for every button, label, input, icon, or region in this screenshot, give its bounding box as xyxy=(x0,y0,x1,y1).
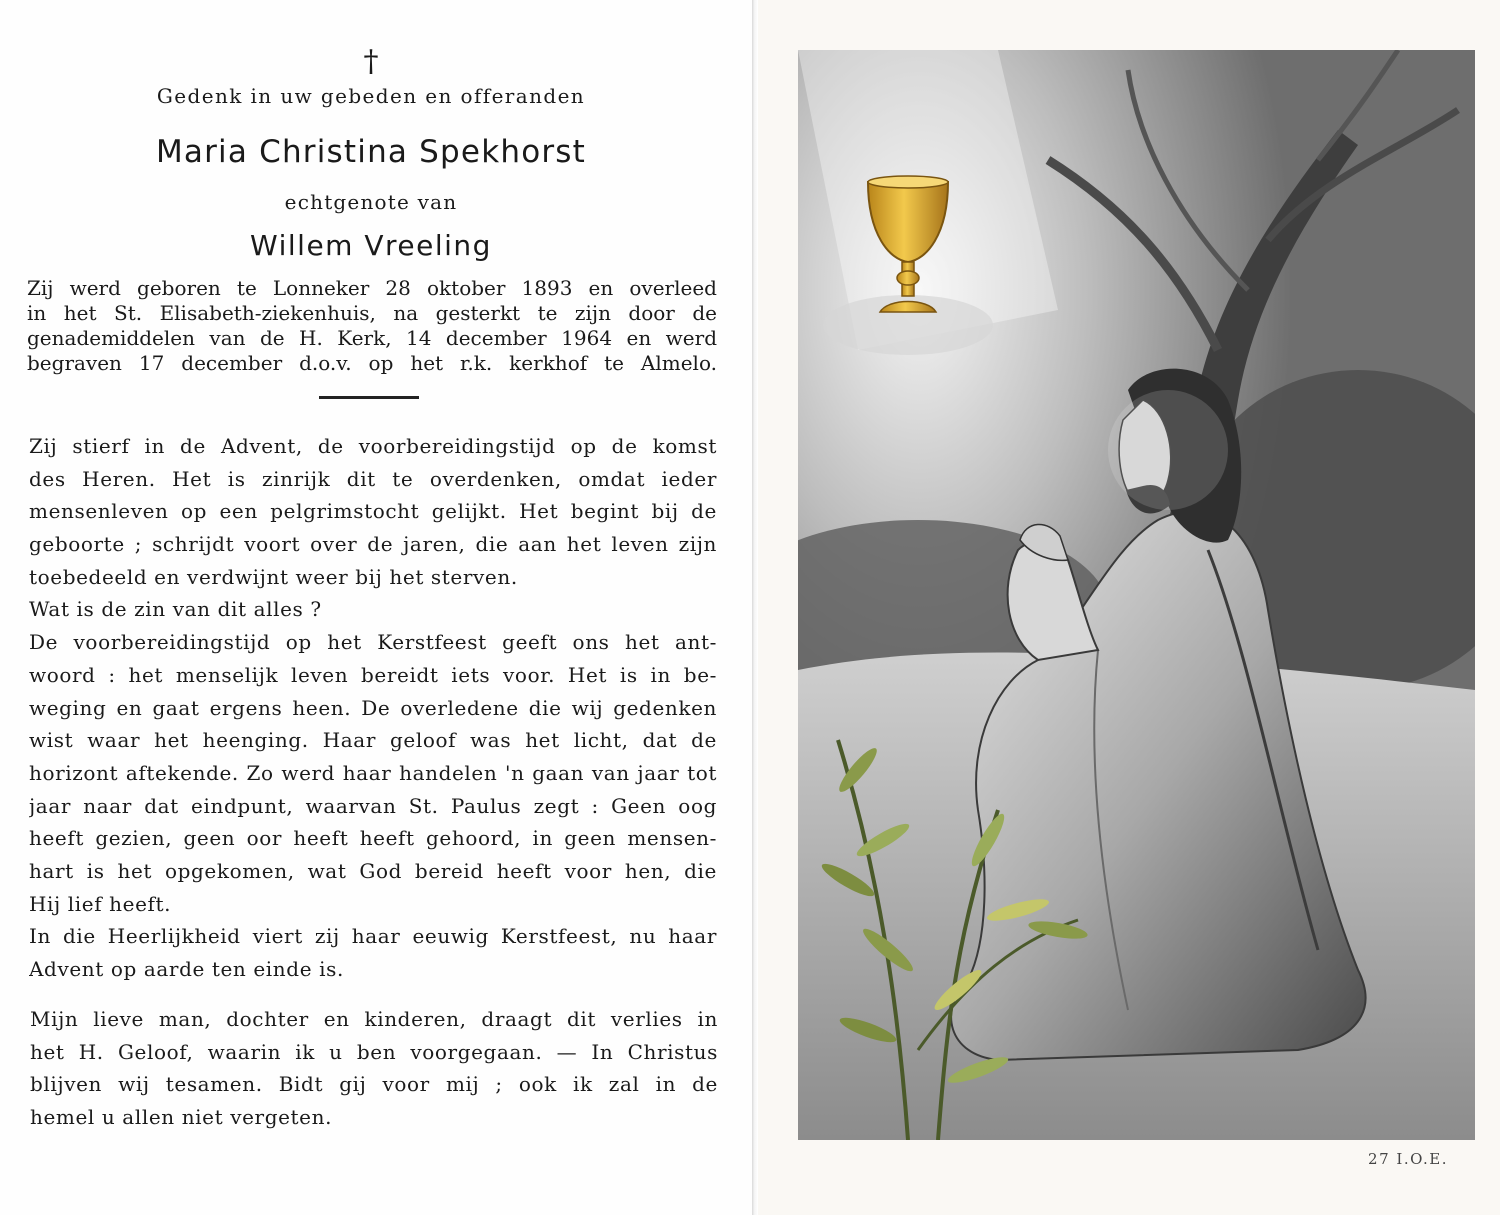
intro-line: Gedenk in uw gebeden en offeranden xyxy=(156,84,586,108)
biography-paragraph xyxy=(27,276,717,376)
spouse-of-label: echtgenote van xyxy=(284,190,458,214)
body-line: hart is het opgekomen, wat God bereid heeft voor hen, die xyxy=(29,858,717,883)
body-line: des Heren. Het is zinrijk dit te overdenken, omdat ieder xyxy=(29,466,717,491)
bio-line: in het St. Elisabeth-ziekenhuis, na gesterkt te zijn door de xyxy=(27,301,717,325)
bio-line: Zij werd geboren te Lonneker 28 oktober 1893 en overleed xyxy=(27,276,717,300)
bio-line: genademiddelen van de H. Kerk, 14 december 1964 en werd xyxy=(27,326,717,350)
closing-paragraph xyxy=(30,1003,718,1133)
praying-christ-illustration xyxy=(798,50,1475,1140)
body-line: heeft gezien, geen oor heeft heeft gehoord, in geen mensen- xyxy=(29,826,717,851)
meditation-paragraph xyxy=(29,430,717,986)
body-line: wist waar het heenging. Haar geloof was het licht, dat de xyxy=(29,728,717,753)
body-line: Zij stierf in de Advent, de voorbereidingstijd op de komst xyxy=(29,434,717,458)
body-line: mensenleven op een pelgrimstocht gelijkt. Het begint bij de xyxy=(29,499,717,524)
print-code: 27 I.O.E. xyxy=(1368,1150,1448,1168)
body-line: weging en gaat ergens heen. De overledene die wij gedenken xyxy=(29,695,717,720)
body-line: geboorte ; schrijdt voort over de jaren, die aan het leven zijn xyxy=(29,532,717,557)
body-line: Wat is de zin van dit alles ? xyxy=(29,597,322,622)
divider-rule xyxy=(319,396,419,399)
body-line: In die Heerlijkheid viert zij haar eeuwig Kerstfeest, nu haar xyxy=(29,924,717,949)
closing-line: Mijn lieve man, dochter en kinderen, draagt dit verlies in xyxy=(30,1007,718,1031)
spouse-name: Willem Vreeling xyxy=(250,229,492,262)
deceased-name: Maria Christina Spekhorst xyxy=(155,134,587,170)
closing-line: het H. Geloof, waarin ik u ben voorgegaan. — In Christus xyxy=(30,1039,718,1064)
devotional-image-panel xyxy=(758,0,1500,1215)
bio-line: begraven 17 december d.o.v. op het r.k. kerkhof te Almelo. xyxy=(27,351,717,375)
body-line: toebedeeld en verdwijnt weer bij het sterven. xyxy=(29,564,518,589)
closing-line: hemel u allen niet vergeten. xyxy=(30,1104,333,1129)
body-line: jaar naar dat eindpunt, waarvan St. Paulus zegt : Geen oog xyxy=(29,793,717,818)
body-line: woord : het menselijk leven bereidt iets voor. Het is in be- xyxy=(29,662,717,687)
illustration-svg xyxy=(798,50,1475,1140)
closing-line: blijven wij tesamen. Bidt gij voor mij ; ook ik zal in de xyxy=(30,1072,718,1096)
cross-symbol: † xyxy=(363,44,379,79)
body-line: Advent op aarde ten einde is. xyxy=(29,957,344,981)
body-line: horizont aftekende. Zo werd haar handelen 'n gaan van jaar tot xyxy=(29,760,717,785)
body-line: Hij lief heeft. xyxy=(29,891,172,916)
body-line: De voorbereidingstijd op het Kerstfeest geeft ons het ant- xyxy=(29,630,717,655)
